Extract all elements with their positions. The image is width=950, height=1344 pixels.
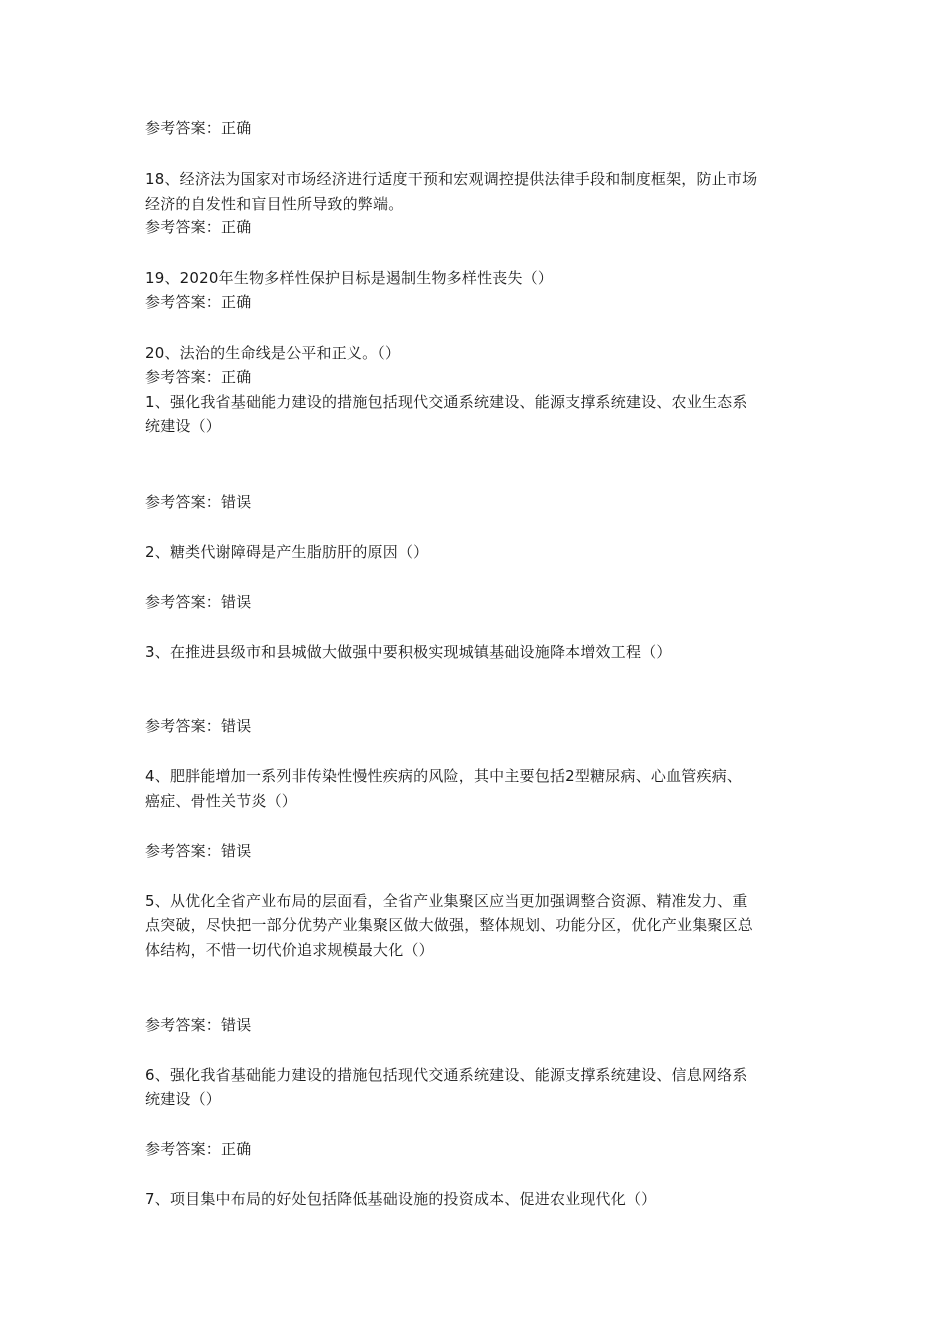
question-line: 1、强化我省基础能力建设的措施包括现代交通系统建设、能源支撑系统建设、农业生态系 xyxy=(145,393,748,411)
answer-line: 参考答案：正确 xyxy=(145,1140,252,1158)
answer-line: 参考答案：错误 xyxy=(145,842,252,860)
answer-line: 参考答案：错误 xyxy=(145,717,252,735)
answer-line: 参考答案：正确 xyxy=(145,293,252,311)
question-line: 3、在推进县级市和县城做大做强中要积极实现城镇基础设施降本增效工程（） xyxy=(145,643,672,661)
answer-line: 参考答案：错误 xyxy=(145,1016,252,1034)
question-line: 体结构，不惜一切代价追求规模最大化（） xyxy=(145,941,434,959)
question-line: 点突破，尽快把一部分优势产业集聚区做大做强，整体规划、功能分区，优化产业集聚区总 xyxy=(145,916,754,934)
question-line: 19、2020年生物多样性保护目标是遏制生物多样性丧失（） xyxy=(145,269,554,287)
question-line: 统建设（） xyxy=(145,417,222,435)
answer-line: 参考答案：正确 xyxy=(145,218,252,236)
question-line: 2、糖类代谢障碍是产生脂肪肝的原因（） xyxy=(145,543,429,561)
question-line: 4、肥胖能增加一系列非传染性慢性疾病的风险，其中主要包括2型糖尿病、心血管疾病、 xyxy=(145,767,743,785)
question-line: 5、从优化全省产业布局的层面看，全省产业集聚区应当更加强调整合资源、精准发力、重 xyxy=(145,892,748,910)
answer-line: 参考答案：正确 xyxy=(145,368,252,386)
question-line: 20、法治的生命线是公平和正义。（） xyxy=(145,344,401,362)
answer-line: 参考答案：正确 xyxy=(145,119,252,137)
question-line: 经济的自发性和盲目性所导致的弊端。 xyxy=(145,195,404,213)
question-line: 7、项目集中布局的好处包括降低基础设施的投资成本、促进农业现代化（） xyxy=(145,1190,657,1208)
question-line: 18、经济法为国家对市场经济进行适度干预和宏观调控提供法律手段和制度框架，防止市场 xyxy=(145,170,758,188)
question-line: 癌症、骨性关节炎（） xyxy=(145,792,298,810)
question-line: 6、强化我省基础能力建设的措施包括现代交通系统建设、能源支撑系统建设、信息网络系 xyxy=(145,1066,748,1084)
answer-line: 参考答案：错误 xyxy=(145,493,252,511)
question-line: 统建设（） xyxy=(145,1090,222,1108)
answer-line: 参考答案：错误 xyxy=(145,593,252,611)
